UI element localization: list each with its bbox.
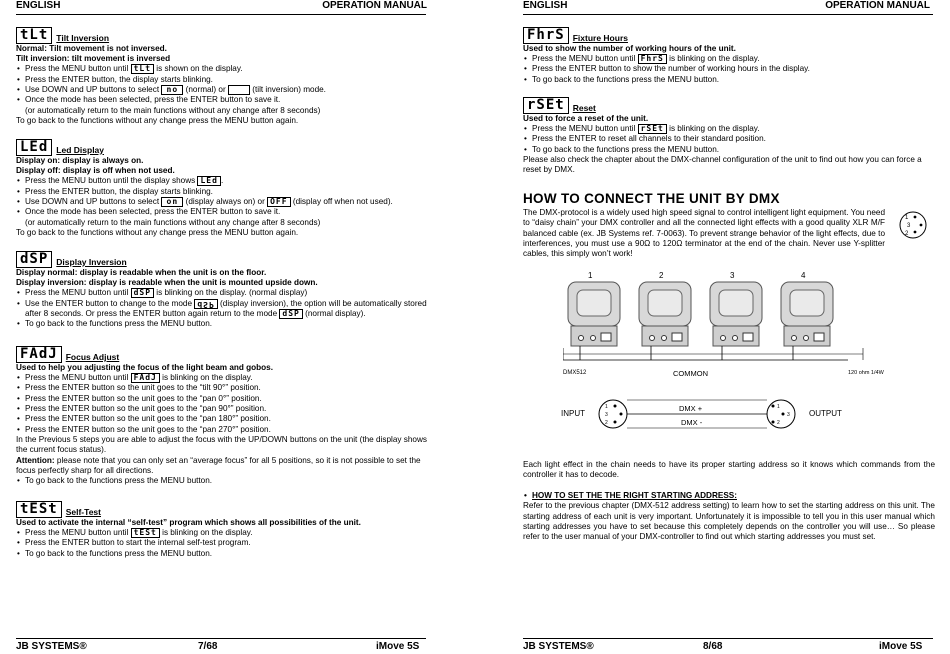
header-manual-title: OPERATION MANUAL xyxy=(825,0,930,11)
list-item: • Press the ENTER button so the unit goes to the “pan 0°” position. xyxy=(16,394,428,404)
desc-line: Tilt inversion: tilt movement is inversed xyxy=(16,54,171,64)
fixture-4 xyxy=(781,271,833,346)
fixture-3 xyxy=(710,271,762,346)
section-title: Reset xyxy=(572,102,596,113)
desc-line: Normal: Tilt movement is not inversed. xyxy=(16,43,167,53)
list-item: • Press the MENU button until rSEt is blinking on the display. xyxy=(523,124,935,134)
list-item: • Press the ENTER button so the unit goes to the “tilt 90°” position. xyxy=(16,383,428,393)
list-item: • Use the ENTER button to change to the mode dSP (display inversion), the option will be automatically stored after 8 seconds. Or press the ENTER button again return to the mode dSP (normal display). xyxy=(16,299,428,320)
footer-rule xyxy=(523,638,933,639)
lcd-test-icon: tESt xyxy=(131,528,160,538)
section-tilt-inversion xyxy=(16,27,428,126)
list-item: • Press the MENU button until the display shows LEd . xyxy=(16,176,428,186)
lcd-rset-icon: rSEt xyxy=(638,124,667,134)
section-title: Focus Adjust xyxy=(65,351,120,362)
footer-page-number: 8/68 xyxy=(703,641,723,652)
section-title: Tilt Inversion xyxy=(56,32,110,43)
list-item: • Press the MENU button until FAdJ is blinking on the display. xyxy=(16,373,428,383)
header-rule xyxy=(523,14,933,15)
lcd-dsp-icon: dSP xyxy=(279,309,302,319)
lcd-fhrs-icon: FhrS xyxy=(638,54,667,64)
footer-page-number: 7/68 xyxy=(198,641,218,652)
lcd-tlt-icon: tLt xyxy=(131,64,154,74)
xlr-wiring-diagram xyxy=(561,394,861,434)
list-item: • Press the ENTER button so the unit goes to the “pan 180°” position. xyxy=(16,414,428,424)
list-item: • Press the MENU button until dSP is blinking on the display. (normal display) xyxy=(16,288,428,298)
lcd-dsp-icon: dSP xyxy=(131,288,154,298)
section-title: Display Inversion xyxy=(56,256,127,267)
header-language: ENGLISH xyxy=(16,0,61,11)
section-title: Led Display xyxy=(56,144,105,155)
dmx-minus-label: DMX - xyxy=(681,418,703,427)
back-note: To go back to the functions without any change press the MENU button again. xyxy=(16,227,299,237)
list-item: • Press the ENTER button so the unit goes to the “pan 90°” position. xyxy=(16,404,428,414)
list-item: • Press the MENU button until FhrS is blinking on the display. xyxy=(523,54,935,64)
sub-heading: • HOW TO SET THE THE RIGHT STARTING ADDRESS: xyxy=(523,491,935,501)
list-item: • To go back to the functions press the MENU button. xyxy=(523,145,935,155)
list-item: • Press the ENTER button, the display starts blinking. xyxy=(16,187,428,197)
list-item: • Use DOWN and UP buttons to select no (normal) or (tilt inversion) mode. xyxy=(16,85,428,95)
paragraph: In the Previous 5 steps you are able to adjust the focus with the UP/DOWN buttons on the unit (the display shows the current focus status). xyxy=(16,434,427,455)
fixture-1 xyxy=(568,271,620,346)
section-fixture-hours xyxy=(523,27,935,85)
header-rule xyxy=(16,14,426,15)
list-item: • To go back to the functions press the MENU button. xyxy=(16,319,428,329)
list-note: (or automatically return to the main functions without any change after 8 seconds) xyxy=(25,105,321,115)
list-item: • Use DOWN and UP buttons to select on (display always on) or OFF (display off when not used). xyxy=(16,197,428,207)
section-title: Fixture Hours xyxy=(572,32,628,43)
lcd-off-icon: OFF xyxy=(267,197,290,207)
lcd-rset-icon: rSEt xyxy=(523,97,569,114)
desc-line: Used to help you adjusting the focus of the light beam and gobos. xyxy=(16,362,274,372)
footer-brand: JB SYSTEMS® xyxy=(16,641,87,652)
svg-text:3: 3 xyxy=(787,412,790,418)
fixture-number: 1 xyxy=(588,271,593,280)
dmx-plus-label: DMX + xyxy=(679,404,703,413)
fixture-number: 2 xyxy=(659,271,664,280)
list-item: • Press the ENTER to reset all channels to their standard position. xyxy=(523,134,935,144)
page-right xyxy=(475,0,950,654)
svg-text:2: 2 xyxy=(777,420,780,426)
footer-model: iMove 5S xyxy=(879,641,923,652)
footer-brand: JB SYSTEMS® xyxy=(523,641,594,652)
list-item: • Press the MENU button until tLt is shown on the display. xyxy=(16,64,428,74)
fixture-number: 4 xyxy=(801,271,806,280)
header-language: ENGLISH xyxy=(523,0,568,11)
dmx512-label: DMX512 xyxy=(563,370,587,376)
list-item: • Once the mode has been selected, press the ENTER button to save it. xyxy=(16,207,428,217)
section-reset xyxy=(523,97,935,176)
lcd-fadj-icon: FAdJ xyxy=(131,373,160,383)
lcd-dsp-inverted-icon: dSP xyxy=(194,299,217,309)
lcd-dsp-icon: dSP xyxy=(16,251,52,268)
dmx-chain-diagram xyxy=(563,268,933,380)
desc-line: Display normal: display is readable when the unit is on the floor. xyxy=(16,267,267,277)
common-bus-line xyxy=(563,346,848,360)
lcd-tlt-icon: tLt xyxy=(16,27,52,44)
xlr-pin-label: 2 xyxy=(905,231,909,237)
svg-text:1: 1 xyxy=(777,404,780,410)
dmx-bus-line xyxy=(563,348,863,360)
lcd-led-icon: LEd xyxy=(16,139,52,156)
footer-rule xyxy=(16,638,426,639)
desc-line: Display off: display is off when not used. xyxy=(16,166,175,176)
footer-model: iMove 5S xyxy=(376,641,420,652)
xlr-connector-icon xyxy=(893,210,933,240)
lcd-fadj-icon: FAdJ xyxy=(16,346,62,363)
terminator-label: 120 ohm 1/4W xyxy=(848,370,884,376)
output-label: OUTPUT xyxy=(809,409,842,418)
list-item: • Press the MENU button until tESt is blinking on the display. xyxy=(16,528,428,538)
list-item: • Press the ENTER button, the display starts blinking. xyxy=(16,75,428,85)
desc-line: Used to force a reset of the unit. xyxy=(523,113,649,123)
list-item: • To go back to the functions press the MENU button. xyxy=(16,476,428,486)
lcd-no-icon: no xyxy=(161,85,183,95)
paragraph: Please also check the chapter about the DMX-channel configuration of the unit to find out how you can force a reset by DMX. xyxy=(523,155,922,175)
starting-address-section xyxy=(523,491,935,543)
dmx-heading: HOW TO CONNECT THE UNIT BY DMX xyxy=(523,191,780,206)
section-led-display xyxy=(16,139,428,238)
lcd-on-icon: on xyxy=(161,197,183,207)
desc-line: Used to show the number of working hours of the unit. xyxy=(523,43,736,53)
lcd-test-icon: tESt xyxy=(16,501,62,518)
section-title: Self-Test xyxy=(65,506,101,517)
section-display-inversion xyxy=(16,251,428,330)
desc-line: Display on: display is always on. xyxy=(16,155,144,165)
svg-text:3: 3 xyxy=(605,412,608,418)
list-item: • Once the mode has been selected, press the ENTER button to save it. xyxy=(16,95,428,105)
attention-note: Attention: please note that you can only set an “average focus” for all 5 positions, so it is not possible to set the focus perfectly sharp for all directions. xyxy=(16,455,421,475)
section-focus-adjust xyxy=(16,346,428,487)
header-manual-title: OPERATION MANUAL xyxy=(322,0,427,11)
lcd-fhrs-icon: FhrS xyxy=(523,27,569,44)
paragraph: Refer to the previous chapter (DMX-512 address setting) to learn how to set the starting address on this unit. The starting address of each unit is very important. Unfortunately it is impossible to tell you in this user manual which starting addresses you have to set because this completely depends on the controller you will use… So please refer to the user manual of your DMX-controller to find out which starting addresses you must set. xyxy=(523,501,935,542)
svg-text:1: 1 xyxy=(605,404,608,410)
section-self-test xyxy=(16,501,428,559)
list-item: • Press the ENTER button to show the number of working hours in the display. xyxy=(523,64,935,74)
list-note: (or automatically return to the main functions without any change after 8 seconds) xyxy=(25,217,321,227)
dmx-paragraph: The DMX-protocol is a widely used high speed signal to control intelligent light equipment. You need to “daisy chain” your DMX controller and all the connected light effects with a good quality XLR M/F balanced cable (ex. JB Systems ref. 7-0063). To prevent strange behavior of the light effects, due to interferences, you must use a 90Ω to 120Ω terminator at the end of the chain. Never use Y-splitter cables, this simply won’t work! xyxy=(523,208,885,259)
list-item: • To go back to the functions press the MENU button. xyxy=(16,549,428,559)
list-item: • Press the ENTER button so the unit goes to the “pan 270°” position. xyxy=(16,425,428,435)
desc-line: Display inversion: display is readable when the unit is mounted upside down. xyxy=(16,278,318,288)
lcd-led-icon: LEd xyxy=(197,176,220,186)
list-item: • To go back to the functions press the MENU button. xyxy=(523,75,935,85)
back-note: To go back to the functions without any change press the MENU button again. xyxy=(16,115,299,125)
dmx-paragraph-2: Each light effect in the chain needs to have its proper starting address so it knows which commands from the controller it has to decode. xyxy=(523,460,935,480)
fixture-2 xyxy=(639,271,691,346)
list-item: • Press the ENTER button to start the internal self-test program. xyxy=(16,538,428,548)
svg-text:2: 2 xyxy=(605,420,608,426)
xlr-pin-label: 3 xyxy=(907,223,911,229)
fixture-number: 3 xyxy=(730,271,735,280)
xlr-pin-label: 1 xyxy=(905,215,909,221)
input-label: INPUT xyxy=(561,409,585,418)
lcd-inverted-icon xyxy=(228,85,250,95)
desc-line: Used to activate the internal “self-test” program which shows all possibilities of the unit. xyxy=(16,517,361,527)
common-label: COMMON xyxy=(673,369,708,378)
